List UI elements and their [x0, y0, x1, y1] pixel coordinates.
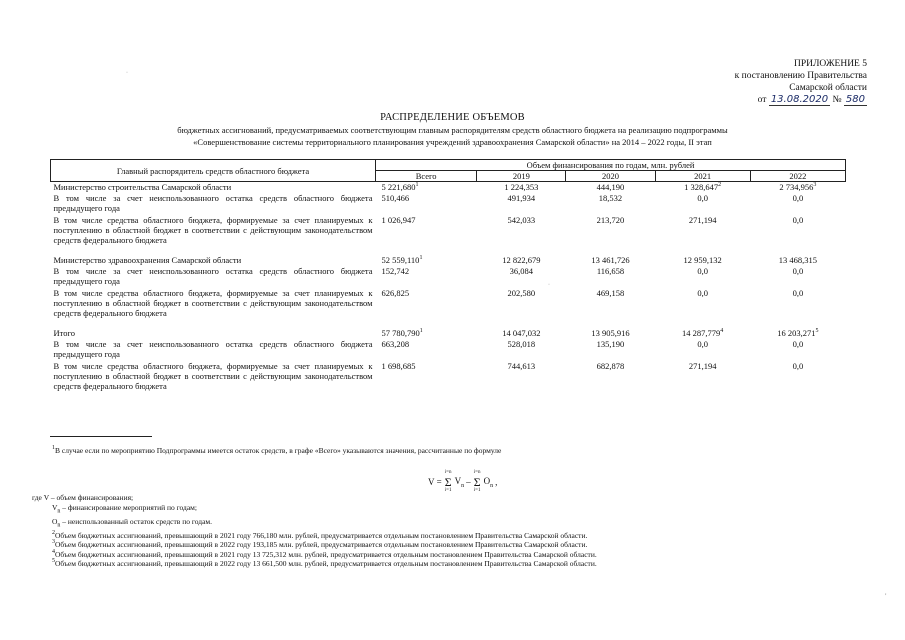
cell-value: [750, 266, 845, 288]
cell-number: 135,190: [596, 339, 625, 349]
cell-value: [566, 182, 655, 194]
footnote-1: [52, 446, 501, 455]
table-row: [51, 193, 846, 215]
cell-number: 14 047,032: [502, 328, 541, 338]
cell-value: [566, 339, 655, 361]
cell-number: 5 221,680: [381, 182, 416, 192]
cell-value: [750, 215, 845, 255]
cell-value: [655, 288, 750, 328]
cell-value: [566, 288, 655, 328]
sum-top: i=n: [444, 470, 452, 475]
cell-value: [566, 215, 655, 255]
cell-value: [750, 255, 845, 266]
footnote-list: [32, 531, 597, 569]
subtitle-line-1: бюджетных ассигнований, предусматриваемых соответствующим главным распорядителям средств областного бюджета на реализацию подпрограммы: [177, 125, 728, 135]
cell-number: 663,208: [381, 339, 410, 349]
footnote-ref: 1: [419, 328, 423, 334]
cell-value: [750, 339, 845, 361]
cell-number: 1 026,947: [381, 215, 416, 225]
footnote-mark: 3: [52, 539, 55, 545]
cell-number: 2 734,956: [779, 182, 814, 192]
cell-number: 16 203,271: [777, 328, 816, 338]
row-label: Министерство строительства Самарской области: [53, 182, 232, 192]
formula-minus: –: [466, 477, 471, 487]
cell-value: [655, 328, 750, 339]
cell-number: 13 905,916: [591, 328, 630, 338]
footnote-ref: 5: [815, 328, 819, 334]
scan-speck: ·: [548, 282, 550, 288]
footnote-mark: 2: [52, 529, 55, 536]
table-row: [51, 215, 846, 255]
footnote-text: Объем бюджетных ассигнований, превышающий в 2022 году 193,185 млн. рублей, предусматривается отдельным постановлением Правительства Самарской области.: [55, 540, 588, 549]
row-label: Министерство здравоохранения Самарской области: [53, 255, 242, 265]
table-row: [51, 339, 846, 361]
cell-number: 0,0: [792, 215, 804, 225]
cell-number: 13 461,726: [591, 255, 630, 265]
handwritten-date: 13.08.2020: [770, 94, 829, 105]
sum-symbol-2: [474, 470, 481, 494]
row-label: В том числе средства областного бюджета, формируемые за счет планируемых к поступлению в областной бюджет в соответствии с действующим законодательством средств федерального бюджета: [53, 361, 373, 391]
cell-value: [566, 361, 655, 401]
footnote-text: Объем бюджетных ассигнований, превышающий в 2021 году 13 725,312 млн. рублей, предусматривается отдельным постановлением Правительства Самарской области.: [55, 549, 597, 559]
cell-value: [750, 193, 845, 215]
header-group: Объем финансирования по годам, млн. рублей: [376, 160, 846, 171]
cell-value: [655, 361, 750, 401]
cell-number: 0,0: [792, 288, 804, 298]
cell-number: 57 780,790: [381, 328, 420, 338]
cell-value: [477, 215, 566, 255]
footnote-3: [52, 540, 597, 550]
cell-value: [376, 328, 477, 339]
cell-value: [376, 339, 477, 361]
row-label: В том числе за счет неиспользованного остатка средств областного бюджета предыдущего года: [53, 266, 373, 286]
number-label: №: [832, 95, 842, 105]
table-row: [51, 361, 846, 401]
cell-number: 626,825: [381, 288, 410, 298]
document-title: РАСПРЕДЕЛЕНИЕ ОБЪЕМОВ: [380, 112, 525, 123]
cell-value: [566, 255, 655, 266]
cell-number: 116,658: [596, 266, 625, 276]
row-label: В том числе за счет неиспользованного остатка средств областного бюджета предыдущего года: [53, 193, 373, 213]
cell-number: 12 959,132: [683, 255, 722, 265]
cell-number: 528,018: [507, 339, 536, 349]
footnote-ref: 2: [718, 182, 722, 188]
cell-number: 0,0: [697, 288, 708, 298]
cell-value: [750, 182, 845, 194]
cell-value: [750, 361, 845, 401]
cell-number: 682,878: [596, 361, 625, 371]
cell-number: 13 468,315: [778, 255, 817, 265]
footnote-text: В случае если по мероприятию Подпрограммы имеется остаток средств, в графе «Всего» указываются значения, рассчитанные по формуле: [55, 446, 502, 455]
sum-symbol-1: [445, 470, 452, 494]
cell-number: 213,720: [596, 215, 625, 225]
cell-number: 0,0: [792, 361, 804, 371]
cell-number: 0,0: [697, 193, 708, 203]
footnote-2: [52, 531, 597, 541]
cell-number: 510,466: [381, 193, 410, 203]
row-label: В том числе средства областного бюджета, формируемые за счет планируемых к поступлению в областной бюджет в соответствии с действующим законодательством средств федерального бюджета: [53, 215, 373, 245]
row-label: В том числе за счет неиспользованного остатка средств областного бюджета предыдущего года: [53, 339, 373, 359]
cell-value: [655, 339, 750, 361]
header-col-2019: 2019: [477, 171, 566, 182]
header-col-2021: 2021: [655, 171, 750, 182]
appendix-title: ПРИЛОЖЕНИЕ 5: [793, 59, 867, 69]
appendix-date-number: [735, 94, 867, 106]
cell-value: [655, 182, 750, 194]
cell-number: 444,190: [596, 182, 625, 192]
where-line-3: $O_n$ – неиспользованный остаток средств по годам.: [52, 516, 213, 528]
table-row: [51, 288, 846, 328]
sigma-icon: Σ: [444, 475, 452, 489]
appendix-line-resolution: к постановлению Правительства: [734, 71, 867, 81]
cell-number: 0,0: [697, 266, 708, 276]
footnote-ref: 3: [813, 182, 817, 188]
formula-end: ,: [495, 477, 498, 487]
footnote-ref: 4: [720, 328, 724, 334]
cell-value: [655, 266, 750, 288]
cell-value: [477, 182, 566, 194]
footnote-mark: 5: [52, 558, 55, 564]
cell-value: [566, 193, 655, 215]
cell-number: 202,580: [507, 288, 536, 298]
cell-value: [750, 288, 845, 328]
cell-value: [477, 288, 566, 328]
cell-number: 744,613: [507, 361, 536, 371]
header-col-total: Всего: [376, 171, 477, 182]
sum-bottom: i=1: [473, 488, 481, 493]
cell-value: [655, 255, 750, 266]
cell-number: 36,084: [509, 266, 534, 276]
footnote-text: Объем бюджетных ассигнований, превышающий в 2022 году 13 661,500 млн. рублей, предусматривается отдельным постановлением Правительства Самарской области.: [55, 559, 597, 568]
sum-top: i=n: [473, 470, 481, 475]
cell-number: 1 328,647: [684, 182, 719, 192]
sum-bottom: i=1: [444, 488, 452, 493]
footnote-5: [52, 559, 597, 569]
cell-number: 271,194: [688, 215, 717, 225]
cell-number: 14 287,779: [682, 328, 721, 338]
cell-number: 18,532: [598, 193, 623, 203]
cell-value: [376, 193, 477, 215]
cell-number: 0,0: [792, 339, 804, 349]
cell-value: [477, 255, 566, 266]
cell-value: [477, 328, 566, 339]
formula-term-1: $V_n$: [454, 475, 465, 489]
footnote-mark: 1: [52, 445, 55, 451]
footnote-ref: 1: [419, 255, 423, 261]
scan-speck: ·: [126, 70, 128, 76]
footnote-mark: 4: [52, 548, 55, 555]
cell-number: 152,742: [381, 266, 410, 276]
cell-number: 542,033: [507, 215, 536, 225]
table-row: [51, 328, 846, 339]
handwritten-number: 580: [845, 94, 865, 105]
row-label: Итого: [53, 328, 76, 338]
appendix-line-region: Самарской области: [789, 83, 867, 93]
footnote-ref: 1: [415, 182, 419, 188]
cell-number: 1 224,353: [504, 182, 539, 192]
cell-number: 1 698,685: [381, 361, 416, 371]
table-body: [51, 182, 846, 402]
cell-number: 0,0: [697, 339, 708, 349]
document-subtitle: [0, 124, 905, 148]
cell-value: [376, 182, 477, 194]
header-col-2022: 2022: [750, 171, 845, 182]
cell-value: [477, 339, 566, 361]
cell-value: [376, 215, 477, 255]
cell-number: 12 822,679: [502, 255, 541, 265]
cell-number: 52 559,110: [381, 255, 420, 265]
footnote-4: [52, 550, 597, 560]
cell-value: [376, 266, 477, 288]
subtitle-line-2: «Совершенствование системы территориального планирования учреждений здравоохранения Самарской области» на 2014 – 2022 годы, II этап: [193, 137, 712, 147]
cell-value: [376, 255, 477, 266]
cell-number: 0,0: [792, 266, 804, 276]
formula-term-2: $O_n$: [483, 475, 494, 489]
from-label: от: [757, 95, 767, 105]
table-row: [51, 182, 846, 194]
cell-value: [376, 288, 477, 328]
scan-speck: ,: [885, 590, 887, 596]
cell-number: 271,194: [688, 361, 717, 371]
cell-number: 469,158: [596, 288, 625, 298]
where-line-2: $V_n$ – финансирование мероприятий по годам;: [52, 502, 198, 514]
footnote-divider: [50, 436, 152, 437]
appendix-block: [735, 58, 867, 106]
sigma-icon: Σ: [473, 475, 481, 489]
row-label: В том числе средства областного бюджета, формируемые за счет планируемых к поступлению в областной бюджет в соответствии с действующим законодательством средств федерального бюджета: [53, 288, 373, 318]
table-row: [51, 255, 846, 266]
cell-value: [566, 266, 655, 288]
cell-value: [376, 361, 477, 401]
cell-value: [477, 266, 566, 288]
cell-value: [655, 215, 750, 255]
formula-lhs: V =: [428, 477, 442, 487]
cell-value: [750, 328, 845, 339]
header-col-2020: 2020: [566, 171, 655, 182]
cell-value: [566, 328, 655, 339]
header-main: Главный распорядитель средств областного бюджета: [51, 160, 376, 182]
cell-number: 0,0: [792, 193, 804, 203]
cell-value: [477, 193, 566, 215]
cell-number: 491,934: [507, 193, 536, 203]
cell-value: [655, 193, 750, 215]
cell-value: [477, 361, 566, 401]
funding-table: [50, 159, 846, 401]
legend-and-notes: [32, 493, 597, 569]
table-row: [51, 266, 846, 288]
footnote-text: Объем бюджетных ассигнований, превышающий в 2021 году 766,180 млн. рублей, предусматривается отдельным постановлением Правительства Самарской области.: [55, 530, 588, 540]
formula: [428, 470, 497, 494]
where-line-1: где V – объем финансирования;: [32, 493, 134, 502]
